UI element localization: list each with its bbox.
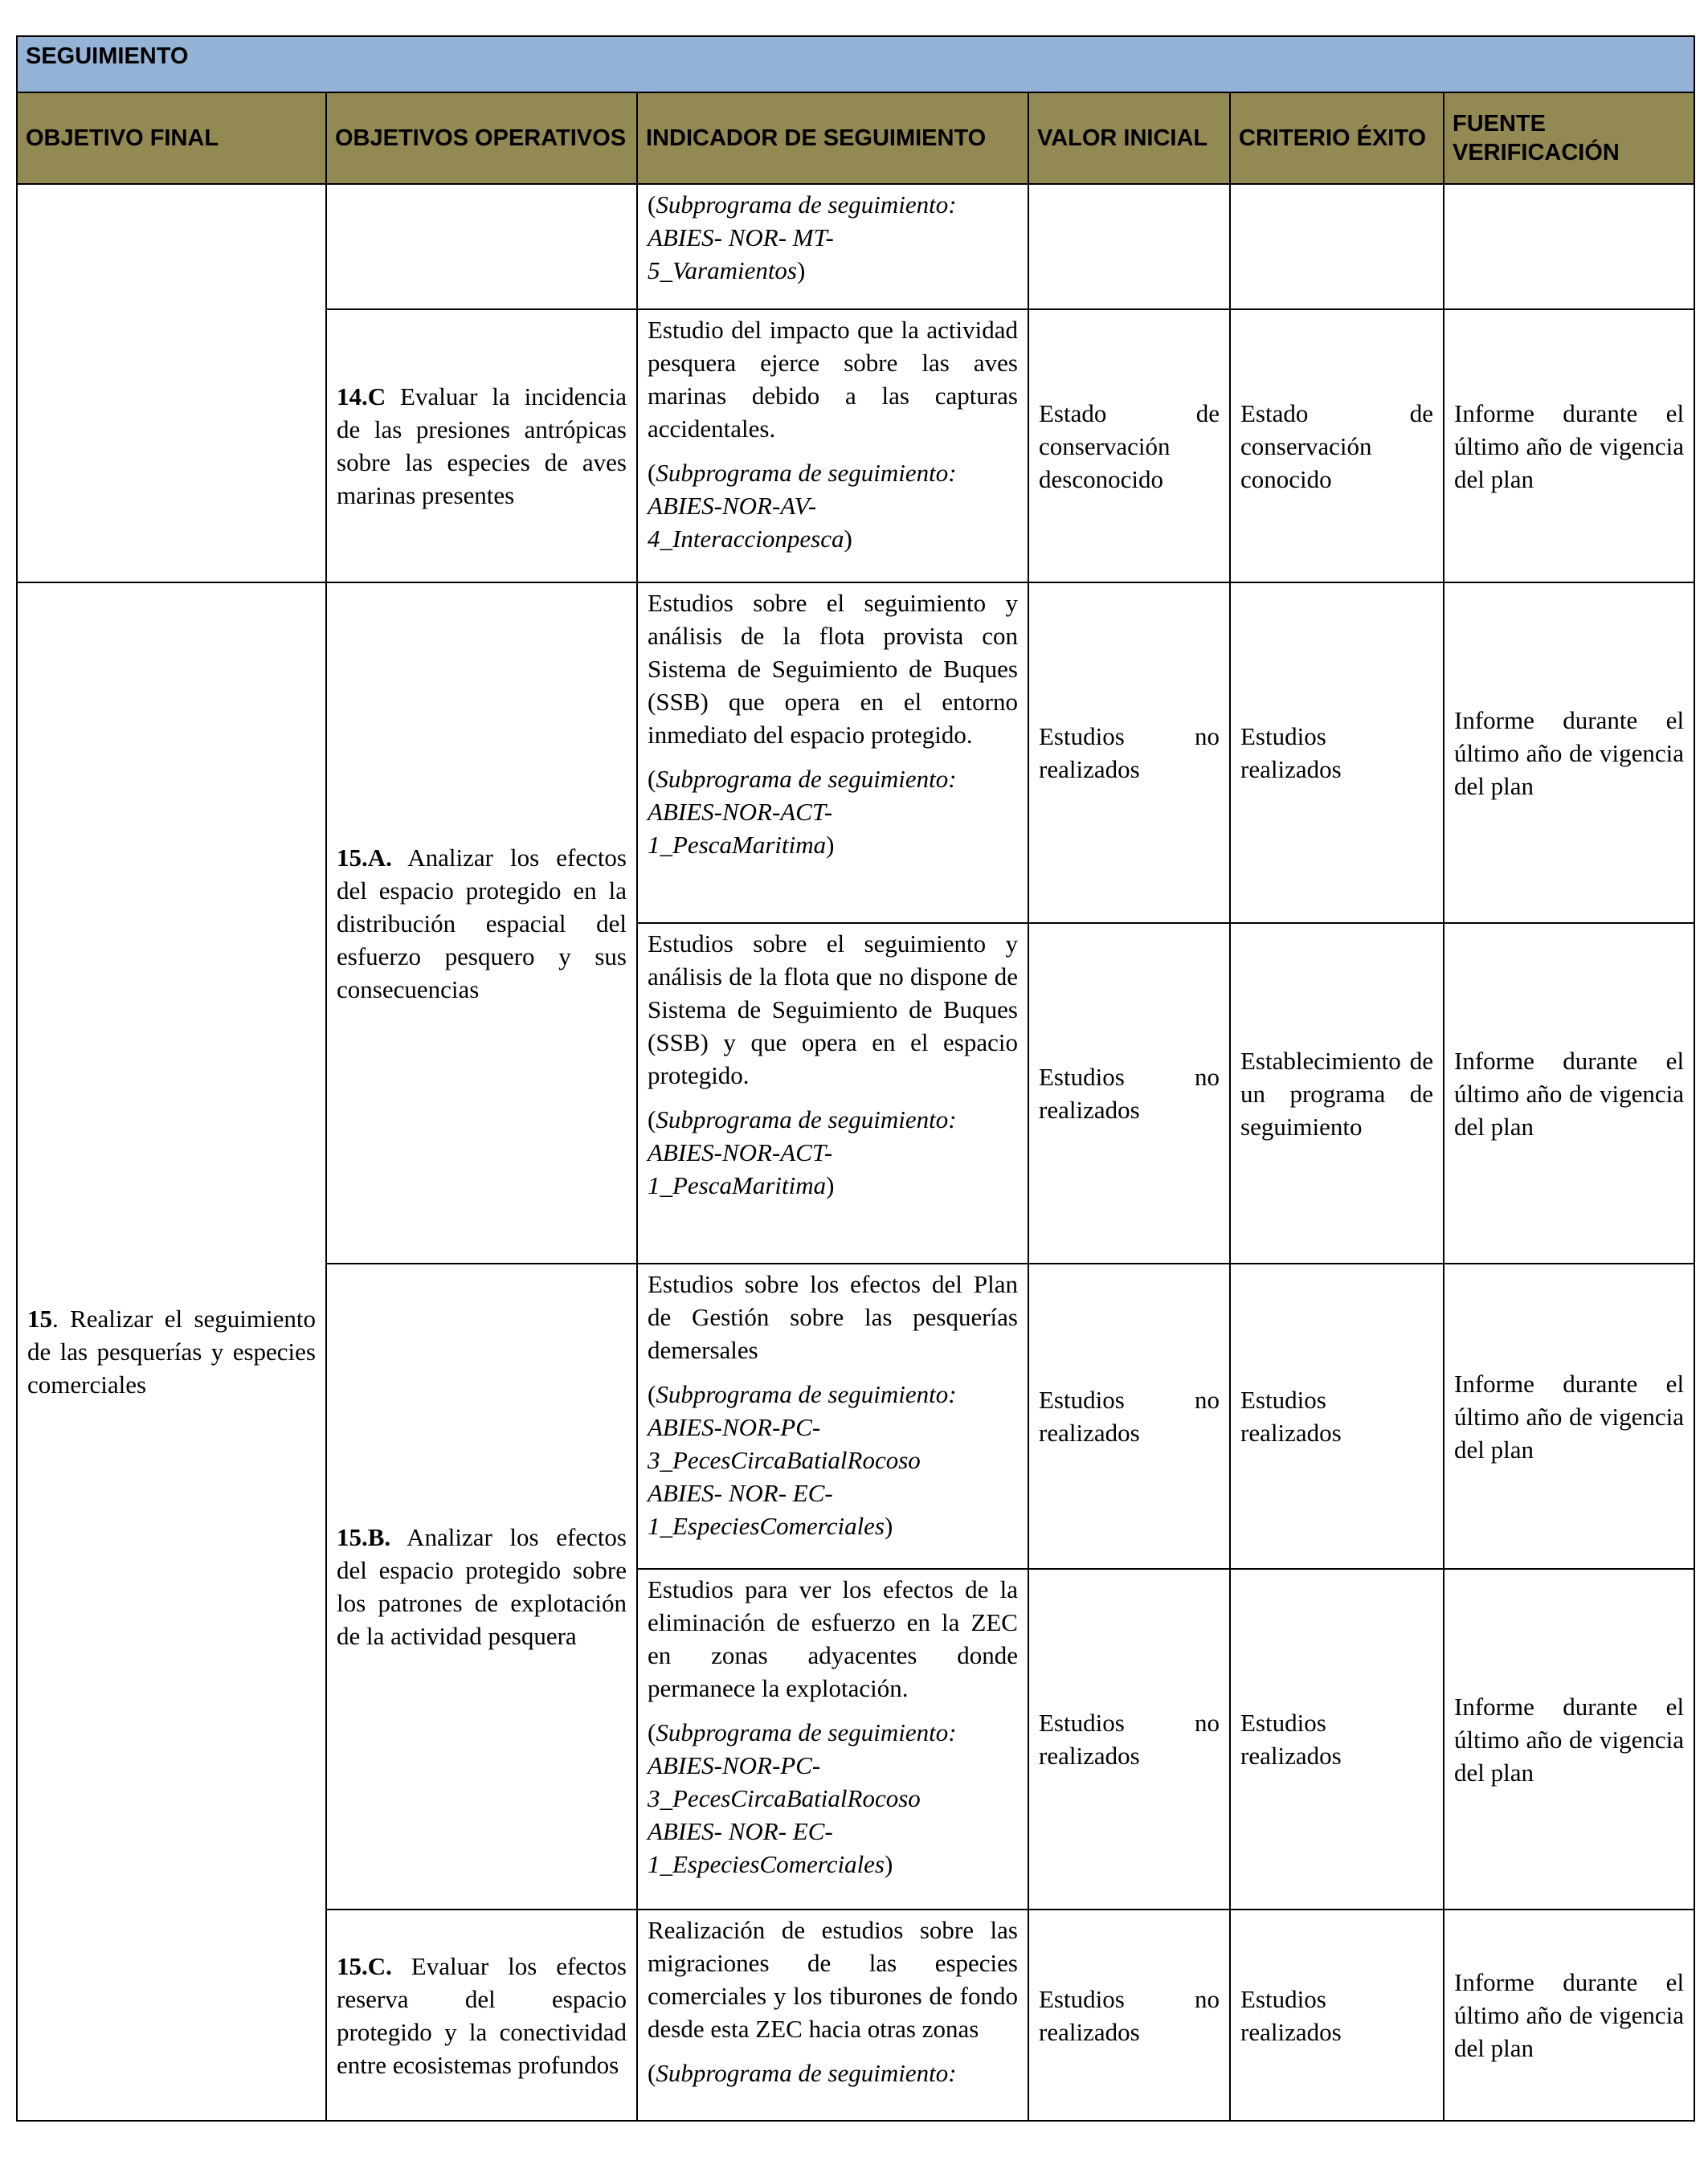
indicador-cell (637, 1569, 1028, 1910)
fuente-verificacion-cell: Informe durante el último año de vigencia del plan (1444, 1910, 1694, 2121)
table-row (17, 582, 1694, 923)
section-banner: SEGUIMIENTO (17, 36, 1694, 92)
subprograma-ref: (Subprograma de seguimiento: ABIES-NOR-ACT- 1_PescaMaritima) (648, 765, 957, 859)
subprograma-ref: (Subprograma de seguimiento: ABIES-NOR-PC- 3_PecesCircaBatialRocoso ABIES- NOR- EC- 1_EspeciesComerciales) (648, 1380, 957, 1540)
indicador-cell (637, 1910, 1028, 2121)
valor-inicial-cell: Estudios no realizados (1028, 582, 1230, 923)
valor-inicial-cell: Estudios no realizados (1028, 1264, 1230, 1569)
operativo-cell: 15.C. Evaluar los efectos reserva del espacio protegido y la conectividad entre ecosistemas profundos (326, 1910, 637, 2121)
indicador-cell (637, 923, 1028, 1264)
section-banner-row (17, 36, 1694, 92)
header-criterio-exito: CRITERIO ÉXITO (1230, 92, 1444, 184)
fuente-verificacion-cell: Informe durante el último año de vigencia del plan (1444, 582, 1694, 923)
operativo-cell: 15.B. Analizar los efectos del espacio protegido sobre los patrones de explotación de la actividad pesquera (326, 1264, 637, 1910)
valor-inicial-cell: Estado de conservación desconocido (1028, 309, 1230, 582)
header-objetivo-final: OBJETIVO FINAL (17, 92, 326, 184)
criterio-exito-cell: Estudios realizados (1230, 1264, 1444, 1569)
indicador-text: Realización de estudios sobre las migraciones de las especies comerciales y los tiburones de fondo desde esta ZEC hacia otras zonas (648, 1916, 1018, 2043)
indicador-cell (637, 582, 1028, 923)
criterio-exito-cell: Estado de conservación conocido (1230, 309, 1444, 582)
valor-inicial-cell: Estudios no realizados (1028, 1910, 1230, 2121)
indicador-cell (637, 1264, 1028, 1569)
valor-inicial-cell: Estudios no realizados (1028, 923, 1230, 1264)
fuente-verificacion-cell: Informe durante el último año de vigencia del plan (1444, 309, 1694, 582)
operativo-cell: 15.A. Analizar los efectos del espacio protegido en la distribución espacial del esfuerzo pesquero y sus consecuencias (326, 582, 637, 1264)
indicador-cell (637, 309, 1028, 582)
subprograma-ref: (Subprograma de seguimiento: (648, 2059, 957, 2087)
subprograma-ref: (Subprograma de seguimiento: ABIES-NOR-PC- 3_PecesCircaBatialRocoso ABIES- NOR- EC- 1_EspeciesComerciales) (648, 1718, 957, 1878)
indicador-text: Estudios para ver los efectos de la eliminación de esfuerzo en la ZEC en zonas adyacentes donde permanece la explotación. (648, 1575, 1018, 1702)
indicador-text: Estudios sobre el seguimiento y análisis de la flota que no dispone de Sistema de Seguimiento de Buques (SSB) y que opera en el espacio protegido. (648, 929, 1018, 1089)
table-row (17, 184, 1694, 309)
header-indicador: INDICADOR DE SEGUIMIENTO (637, 92, 1028, 184)
criterio-exito-cell: Estudios realizados (1230, 1569, 1444, 1910)
criterio-exito-cell: Estudios realizados (1230, 1910, 1444, 2121)
fuente-verificacion-cell: Informe durante el último año de vigencia del plan (1444, 1264, 1694, 1569)
valor-inicial-cell: Estudios no realizados (1028, 1569, 1230, 1910)
indicador-text: Estudios sobre el seguimiento y análisis de la flota provista con Sistema de Seguimiento de Buques (SSB) que opera en el entorno inmediato del espacio protegido. (648, 589, 1018, 749)
fuente-verificacion-cell: Informe durante el último año de vigencia del plan (1444, 1569, 1694, 1910)
valor-inicial-cell (1028, 184, 1230, 309)
fuente-verificacion-cell: Informe durante el último año de vigencia del plan (1444, 923, 1694, 1264)
objetivo-final-cell: 15. Realizar el seguimiento de las pesquerías y especies comerciales (17, 582, 326, 2121)
indicador-text: Estudio del impacto que la actividad pesquera ejerce sobre las aves marinas debido a las capturas accidentales. (648, 316, 1018, 443)
header-objetivos-operativos: OBJETIVOS OPERATIVOS (326, 92, 637, 184)
operativo-cell-empty (326, 184, 637, 309)
criterio-exito-cell: Estudios realizados (1230, 582, 1444, 923)
subprograma-ref: (Subprograma de seguimiento: ABIES-NOR-AV- 4_Interaccionpesca) (648, 459, 957, 553)
operativo-cell: 14.C Evaluar la incidencia de las presiones antrópicas sobre las especies de aves marinas presentes (326, 309, 637, 582)
indicador-text: Estudios sobre los efectos del Plan de Gestión sobre las pesquerías demersales (648, 1270, 1018, 1364)
criterio-exito-cell (1230, 184, 1444, 309)
criterio-exito-cell: Establecimiento de un programa de seguimiento (1230, 923, 1444, 1264)
subprograma-ref: (Subprograma de seguimiento: ABIES-NOR-ACT- 1_PescaMaritima) (648, 1105, 957, 1199)
fuente-verificacion-cell (1444, 184, 1694, 309)
objetivo-final-cell-continued (17, 184, 326, 582)
header-row (17, 92, 1694, 184)
seguimiento-table (16, 35, 1695, 2122)
header-fuente-verificacion: FUENTE VERIFICACIÓN (1444, 92, 1694, 184)
header-valor-inicial: VALOR INICIAL (1028, 92, 1230, 184)
indicador-cell (637, 184, 1028, 309)
subprograma-ref: (Subprograma de seguimiento: ABIES- NOR- MT- 5_Varamientos) (648, 190, 957, 284)
